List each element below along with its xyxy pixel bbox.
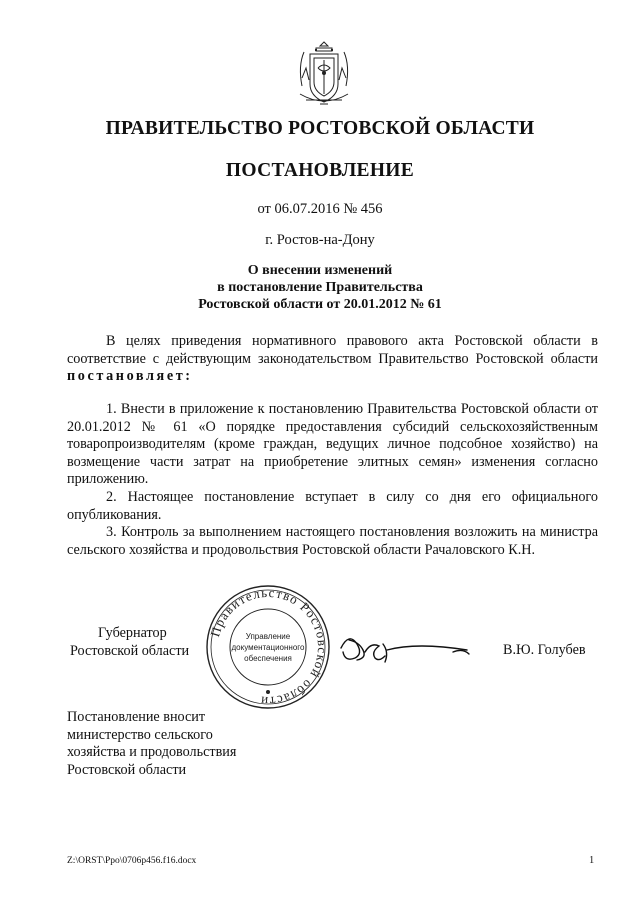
preamble-paragraph [67, 333, 598, 386]
footer-file-path: Z:\ORST\Ppo\0706p456.f16.docx [67, 856, 197, 866]
clause-3: 3. Контроль за выполнением настоящего постановления возложить на министра сельского хозяйства и продовольствия Ростовской области Рачаловского К.Н. [67, 524, 598, 558]
position-line: Ростовской области [70, 643, 190, 659]
introduced-by-line: Ростовской области [67, 761, 187, 778]
preamble-text: В целях приведения нормативного правового акта Ростовской области в соответствие с действующим законодательством Правительство Ростовской области [67, 333, 598, 367]
organization-title: ПРАВИТЕЛЬСТВО РОСТОВСКОЙ ОБЛАСТИ [105, 118, 535, 139]
subject-line: в постановление Правительства [217, 280, 423, 295]
page-number: 1 [589, 855, 595, 866]
clause-1: 1. Внести в приложение к постановлению Правительства Ростовской области от 20.01.2012 № 61 «О порядке предоставления субсидий сельскохозяйственным товаропроизводителям (кроме граждан, ведущих личное подсобное хозяйство) на возмещение части затрат на приобретение элитных семян» изменения согласно приложению. [67, 401, 598, 488]
resolves-word: постановляет [67, 368, 186, 385]
subject-line: О внесении изменений [247, 263, 393, 278]
document-city: г. Ростов-на-Дону [265, 232, 375, 248]
introduced-by-line: министерство сельского [67, 726, 213, 743]
document-type: ПОСТАНОВЛЕНИЕ [225, 160, 415, 181]
seal-inner-line: Управление [245, 632, 291, 641]
position-line: Губернатор [98, 625, 167, 641]
seal-inner-line: документационного [231, 643, 305, 652]
signatory-name: В.Ю. Голубев [503, 642, 586, 658]
signatory-position [70, 624, 189, 660]
official-seal [204, 583, 332, 711]
subject-line: Ростовской области от 20.01.2012 № 61 [198, 297, 442, 312]
seal-outer-text: Правительство Ростовской области [207, 584, 331, 710]
handwritten-signature [335, 628, 475, 668]
introduced-by-line: Постановление вносит [67, 709, 206, 725]
introduced-by-line: хозяйства и продовольствия [67, 744, 237, 761]
document-subject [0, 262, 640, 313]
clause-2: 2. Настоящее постановление вступает в силу со дня его официального опубликования. [67, 489, 598, 523]
coat-of-arms-emblem [296, 38, 352, 110]
document-date-number: от 06.07.2016 № 456 [257, 201, 383, 217]
resolves-punctuation: : [185, 368, 191, 385]
introduced-by-block [67, 709, 236, 779]
seal-inner-line: обеспечения [244, 654, 292, 663]
